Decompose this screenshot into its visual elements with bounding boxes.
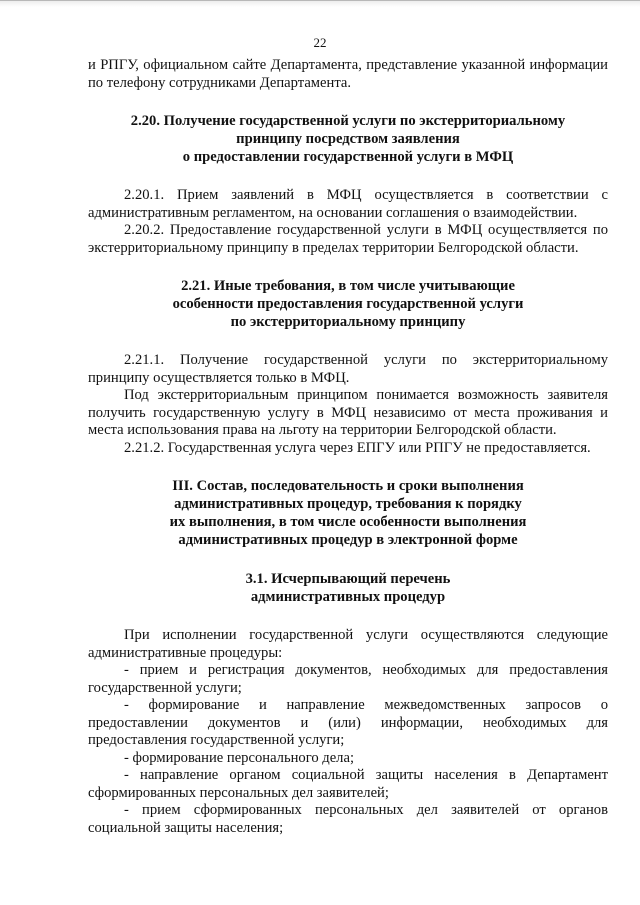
paragraph: - прием сформированных персональных дел заявителей от органов социальной защиты населения;: [88, 802, 608, 836]
section-heading-line: административных процедур, требования к порядку: [174, 496, 522, 512]
section-heading-line: 2.20. Получение государственной услуги по экстерриториальному: [130, 113, 566, 129]
section-heading: [88, 277, 608, 331]
section-heading-line: 2.21. Иные требования, в том числе учитывающие: [181, 278, 515, 294]
section-heading-line: административных процедур: [250, 589, 446, 605]
section-heading-line: принципу посредством заявления: [236, 131, 460, 147]
paragraph: 2.21.1. Получение государственной услуги по экстерриториальному принципу осуществляется только в МФЦ.: [88, 352, 608, 386]
section-heading-line: их выполнения, в том числе особенности выполнения: [169, 514, 527, 530]
paragraph: - формирование персонального дела;: [124, 749, 355, 766]
page-number: 22: [313, 35, 327, 50]
document-body: [88, 57, 608, 837]
paragraph: 2.20.1. Прием заявлений в МФЦ осуществляется в соответствии с административным регламентом, на основании соглашения о взаимодействии.: [88, 187, 608, 221]
section-heading-line: 3.1. Исчерпывающий перечень: [245, 571, 451, 587]
section-heading-line: административных процедур в электронной форме: [178, 532, 518, 548]
paragraph: Под экстерриториальным принципом понимается возможность заявителя получить государственную услугу в МФЦ независимо от места проживания и места использования права на льготу на территории Белгородской области.: [88, 387, 608, 438]
paragraph: 2.20.2. Предоставление государственной услуги в МФЦ осуществляется по экстерриториальному принципу в пределах территории Белгородской области.: [88, 222, 608, 256]
paragraph: и РПГУ, официальном сайте Департамента, представление указанной информации по телефону сотрудниками Департамента.: [88, 57, 608, 91]
section-heading-line: особенности предоставления государственной услуги: [172, 296, 524, 312]
section-heading-line: по экстерриториальному принципу: [230, 314, 466, 330]
scan-edge: [0, 0, 640, 7]
paragraph: 2.21.2. Государственная услуга через ЕПГУ или РПГУ не предоставляется.: [124, 439, 591, 456]
paragraph: - направление органом социальной защиты населения в Департамент сформированных персональных дел заявителей;: [88, 767, 608, 801]
paragraph: При исполнении государственной услуги осуществляются следующие административные процедуры:: [88, 627, 608, 661]
paragraph: - формирование и направление межведомственных запросов о предоставлении документов и (или) информации, необходимых для предоставления государственной услуги;: [88, 697, 608, 748]
paragraph: - прием и регистрация документов, необходимых для предоставления государственной услуги;: [88, 662, 608, 696]
section-heading: [88, 477, 608, 549]
section-heading-line: о предоставлении государственной услуги в МФЦ: [182, 149, 514, 165]
section-heading: [88, 112, 608, 166]
section-heading: [88, 570, 608, 606]
section-heading-line: III. Состав, последовательность и сроки выполнения: [172, 478, 524, 494]
